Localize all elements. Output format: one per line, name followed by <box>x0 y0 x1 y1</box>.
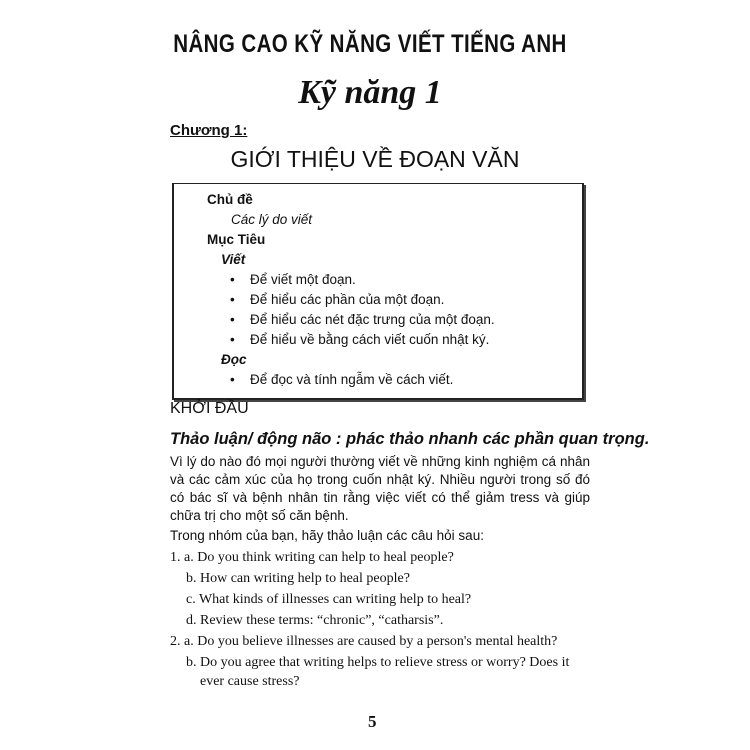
question: d. Review these terms: “chronic”, “catharsis”. <box>186 613 444 628</box>
paragraph-text: Vì lý do nào đó mọi người thường viết về những kinh nghiệm cá nhân và các cảm xúc của họ trong cuốn nhật ký. Nhiều người trong số đó có bác sĩ và bệnh nhân tin rằng việc viết có thể giảm tress và giúp chữa trị cho một số căn bệnh. <box>170 454 590 523</box>
question: c. What kinds of illnesses can writing help to heal? <box>186 592 472 607</box>
writing-label: Viết <box>221 252 246 267</box>
topic-label: Chủ đề <box>207 192 253 207</box>
list-item: • Để hiểu các nét đặc trưng của một đoạn. <box>250 310 582 330</box>
question: ever cause stress? <box>200 674 300 689</box>
question: b. How can writing help to heal people? <box>186 571 410 586</box>
page-number: 5 <box>368 712 377 731</box>
objectives-box <box>172 183 584 400</box>
question: 2. a. Do you believe illnesses are caused by a person's mental health? <box>170 634 558 649</box>
goals-label: Mục Tiêu <box>207 232 266 247</box>
question: b. Do you agree that writing helps to relieve stress or worry? Does it <box>186 655 570 670</box>
list-item: • Để hiểu các phần của một đoạn. <box>250 290 582 310</box>
start-heading: KHỞI ĐẦU <box>170 400 249 417</box>
question: 1. a. Do you think writing can help to heal people? <box>170 550 454 565</box>
list-item: • Để hiểu về bằng cách viết cuốn nhật ký. <box>250 330 582 350</box>
reading-label: Đọc <box>221 352 247 367</box>
list-item: • Để viết một đoạn. <box>250 270 582 290</box>
topic: Các lý do viết <box>231 212 313 227</box>
discussion-section <box>170 453 590 691</box>
chapter-label: Chương 1: <box>170 122 248 139</box>
instruction: Trong nhóm của bạn, hãy thảo luận các câu hỏi sau: <box>170 528 484 543</box>
book-title: NÂNG CAO KỸ NĂNG VIẾT TIẾNG ANH <box>173 30 567 58</box>
intro-paragraph <box>170 453 590 545</box>
discussion-heading: Thảo luận/ động não : phác thảo nhanh các phần quan trọng. <box>170 430 650 448</box>
chapter-title: GIỚI THIỆU VỀ ĐOẠN VĂN <box>230 146 520 172</box>
skill-heading: Kỹ năng 1 <box>298 74 442 111</box>
list-item: • Để đọc và tính ngẫm về cách viết. <box>250 370 582 390</box>
